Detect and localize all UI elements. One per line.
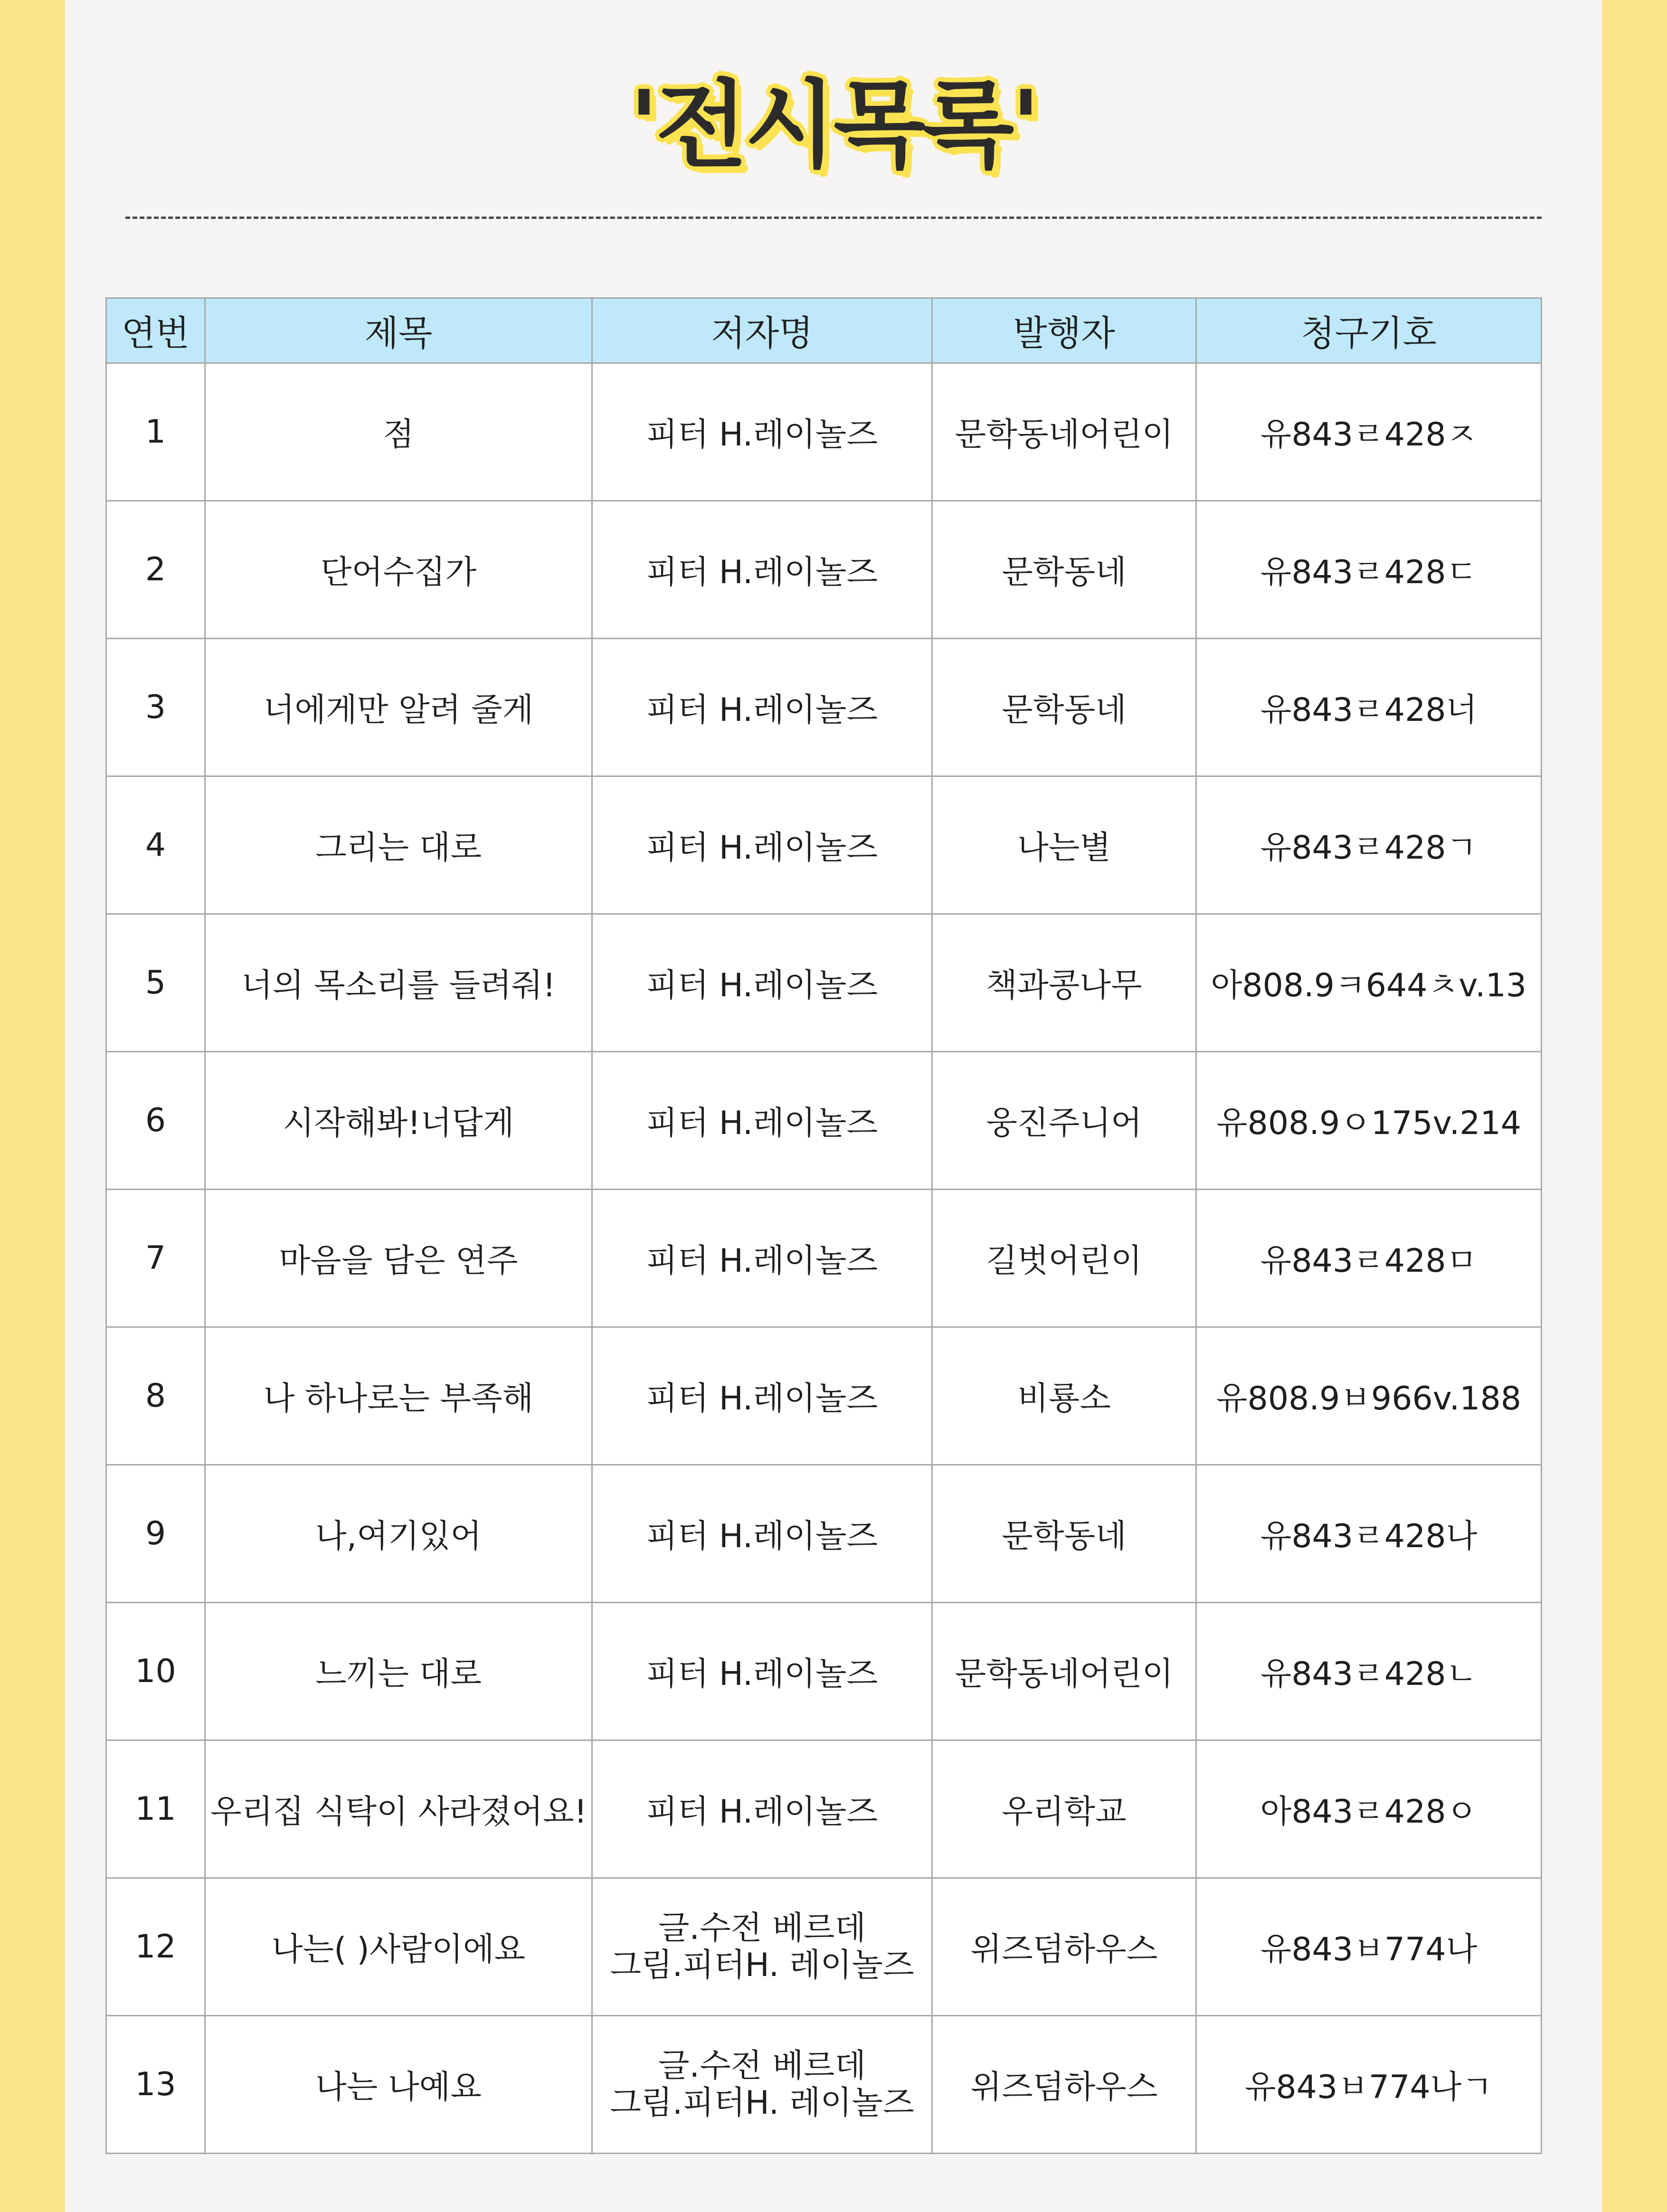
author-line: 피터 H.레이놀즈	[646, 1793, 878, 1831]
cell-number: 9	[106, 1465, 205, 1603]
cell-publisher: 문학동네어린이	[932, 1603, 1196, 1740]
cell-title: 마음을 담은 연주	[205, 1190, 592, 1327]
table-header-row	[106, 298, 1542, 363]
cell-publisher: 책과콩나무	[932, 914, 1196, 1052]
cell-publisher: 위즈덤하우스	[932, 1878, 1196, 2016]
table-row	[106, 1052, 1542, 1190]
author-line: 피터 H.레이놀즈	[646, 554, 878, 591]
cell-author	[592, 1327, 932, 1465]
cell-author	[592, 776, 932, 914]
cell-author	[592, 1740, 932, 1878]
cell-author	[592, 914, 932, 1052]
cell-number: 1	[106, 363, 205, 501]
cell-call-number: 유843ㄹ428ㅁ	[1196, 1190, 1542, 1327]
cell-publisher: 문학동네	[932, 639, 1196, 776]
author-line: 피터 H.레이놀즈	[646, 691, 878, 729]
cell-call-number: 유808.9ㅇ175v.214	[1196, 1052, 1542, 1190]
cell-number: 7	[106, 1190, 205, 1327]
author-line: 피터 H.레이놀즈	[646, 1105, 878, 1142]
author-line: 글.수전 베르데	[658, 1909, 866, 1947]
cell-author	[592, 639, 932, 776]
table-row	[106, 639, 1542, 776]
dashed-divider	[125, 217, 1542, 219]
author-line: 피터 H.레이놀즈	[646, 1242, 878, 1280]
cell-title: 나 하나로는 부족해	[205, 1327, 592, 1465]
table-row	[106, 1190, 1542, 1327]
table-row	[106, 1603, 1542, 1740]
cell-call-number: 유843ㄹ428ㄴ	[1196, 1603, 1542, 1740]
header-number: 연번	[106, 298, 205, 363]
cell-publisher: 문학동네어린이	[932, 363, 1196, 501]
cell-call-number: 유843ㄹ428나	[1196, 1465, 1542, 1603]
table-body	[106, 363, 1542, 2154]
cell-author	[592, 1052, 932, 1190]
page-title: '전시목록'	[629, 70, 1038, 181]
cell-author	[592, 2016, 932, 2154]
author-line: 그림.피터H. 레이놀즈	[610, 2084, 914, 2122]
author-line: 그림.피터H. 레이놀즈	[610, 1946, 914, 1984]
cell-publisher: 나는별	[932, 776, 1196, 914]
cell-publisher: 비룡소	[932, 1327, 1196, 1465]
cell-call-number: 유808.9ㅂ966v.188	[1196, 1327, 1542, 1465]
table-row	[106, 501, 1542, 639]
author-line: 피터 H.레이놀즈	[646, 1518, 878, 1555]
author-line: 피터 H.레이놀즈	[646, 416, 878, 454]
cell-title: 단어수집가	[205, 501, 592, 639]
cell-title: 느끼는 대로	[205, 1603, 592, 1740]
table-row	[106, 1740, 1542, 1878]
cell-publisher: 문학동네	[932, 1465, 1196, 1603]
author-line: 피터 H.레이놀즈	[646, 829, 878, 867]
cell-call-number: 유843ㅂ774나	[1196, 1878, 1542, 2016]
cell-number: 2	[106, 501, 205, 639]
cell-title: 나는( )사람이에요	[205, 1878, 592, 2016]
table-row	[106, 2016, 1542, 2154]
cell-publisher: 우리학교	[932, 1740, 1196, 1878]
cell-number: 8	[106, 1327, 205, 1465]
table-row	[106, 776, 1542, 914]
cell-publisher: 문학동네	[932, 501, 1196, 639]
cell-title: 시작해봐!너답게	[205, 1052, 592, 1190]
cell-title: 너에게만 알려 줄게	[205, 639, 592, 776]
cell-call-number: 유843ㄹ428ㄱ	[1196, 776, 1542, 914]
cell-publisher: 위즈덤하우스	[932, 2016, 1196, 2154]
cell-author	[592, 1878, 932, 2016]
cell-number: 6	[106, 1052, 205, 1190]
cell-call-number: 유843ㄹ428ㅈ	[1196, 363, 1542, 501]
cell-call-number: 아808.9ㅋ644ㅊv.13	[1196, 914, 1542, 1052]
cell-number: 11	[106, 1740, 205, 1878]
cell-call-number: 아843ㄹ428ㅇ	[1196, 1740, 1542, 1878]
cell-author	[592, 363, 932, 501]
cell-title: 그리는 대로	[205, 776, 592, 914]
header-author: 저자명	[592, 298, 932, 363]
table-row	[106, 1465, 1542, 1603]
cell-title: 너의 목소리를 들려줘!	[205, 914, 592, 1052]
cell-author	[592, 1190, 932, 1327]
cell-title: 나는 나예요	[205, 2016, 592, 2154]
author-line: 피터 H.레이놀즈	[646, 1655, 878, 1693]
cell-publisher: 웅진주니어	[932, 1052, 1196, 1190]
header-call-number: 청구기호	[1196, 298, 1542, 363]
cell-number: 4	[106, 776, 205, 914]
header-publisher: 발행자	[932, 298, 1196, 363]
table-row	[106, 914, 1542, 1052]
cell-call-number: 유843ㅂ774나ㄱ	[1196, 2016, 1542, 2154]
table-row	[106, 363, 1542, 501]
cell-title: 나,여기있어	[205, 1465, 592, 1603]
cell-number: 3	[106, 639, 205, 776]
cell-number: 10	[106, 1603, 205, 1740]
cell-publisher: 길벗어린이	[932, 1190, 1196, 1327]
author-line: 피터 H.레이놀즈	[646, 967, 878, 1004]
cell-number: 13	[106, 2016, 205, 2154]
cell-title: 점	[205, 363, 592, 501]
author-line: 피터 H.레이놀즈	[646, 1380, 878, 1418]
author-line: 글.수전 베르데	[658, 2047, 866, 2085]
cell-author	[592, 1465, 932, 1603]
cell-call-number: 유843ㄹ428너	[1196, 639, 1542, 776]
cell-number: 12	[106, 1878, 205, 2016]
table-row	[106, 1878, 1542, 2016]
cell-number: 5	[106, 914, 205, 1052]
header-title: 제목	[205, 298, 592, 363]
exhibition-table	[105, 297, 1542, 2154]
cell-call-number: 유843ㄹ428ㄷ	[1196, 501, 1542, 639]
cell-title: 우리집 식탁이 사라졌어요!	[205, 1740, 592, 1878]
table-row	[106, 1327, 1542, 1465]
cell-author	[592, 501, 932, 639]
document-page	[65, 0, 1602, 2212]
cell-author	[592, 1603, 932, 1740]
